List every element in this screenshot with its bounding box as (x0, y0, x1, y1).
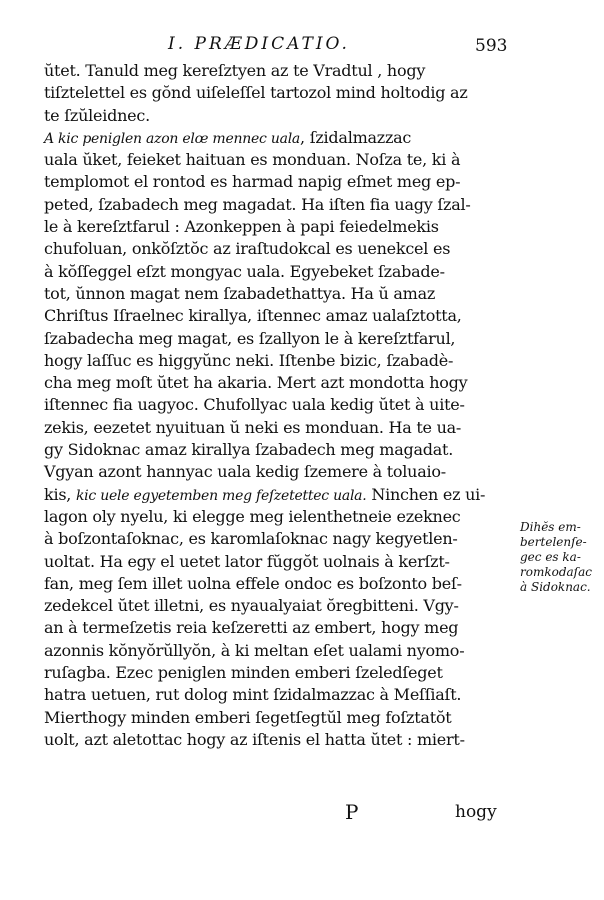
body-text (44, 60, 514, 751)
text-line: cha meg moſt ŭtet ha akaria. Mert azt mondotta hogy (44, 373, 468, 393)
text-line: A kic peniglen azon elœ mennec uala, ſzidalmazzac (44, 127, 412, 147)
text-line: zedekcel ŭtet illetni, es nyaualyaiat ŏregbitteni. Vgy- (44, 596, 459, 616)
text-line: tiſztelettel es gŏnd uiſeleſſel tartozol mind holtodig az (44, 83, 468, 103)
text-line: ſzabadecha meg magat, es ſzallyon le à kereſztfarul, (44, 328, 456, 348)
text-line: peted, ſzabadech meg magadat. Ha iſten fia uagy ſzal- (44, 194, 471, 214)
text-line: chufoluan, onkŏſztŏc az iraſtudokcal es uenekcel es (44, 239, 451, 259)
margin-note-line: romkodaſac (520, 565, 592, 579)
text-line: kis, kic uele egyetemben meg feſzetettec uala. Ninchen ez ui- (44, 484, 486, 504)
text-line: iſtennec fia uagyoc. Chufollyac uala kedig ŭtet à uite- (44, 395, 465, 415)
text-line: hogy laſſuc es higgyŭnc neki. Iſtenbe bizic, ſzabadè- (44, 350, 454, 370)
text-line: Chriſtus Iſraelnec kirallya, iſtennec amaz ualaſztotta, (44, 306, 462, 326)
text-line: templomot el rontod es harmad napig eſmet meg ep- (44, 172, 461, 192)
text-line: gy Sidoknac amaz kirallya ſzabadech meg magadat. (44, 440, 454, 460)
page-number: 593 (475, 36, 508, 56)
text-line: Mierthogy minden emberi ſegetſegtŭl meg foſztatŏt (44, 707, 452, 727)
text-line: zekis, eezetet nyuituan ŭ neki es monduan. Ha te ua- (44, 417, 462, 437)
margin-note-line: Dihĕs em- (520, 520, 581, 534)
italic-phrase: A kic peniglen azon elœ mennec uala (44, 130, 301, 147)
text-line: uolt, azt aletottac hogy az iſtenis el hatta ŭtet : miert- (44, 729, 465, 749)
text-line: hatra uetuen, rut dolog mint ſzidalmazzac à Meſſiaſt. (44, 685, 462, 705)
running-head: I. PRÆDICATIO. (168, 34, 350, 54)
text-line: an à termeſzetis reia keſzeretti az embert, hogy meg (44, 618, 459, 638)
text-line: à boſzontaſoknac, es karomlaſoknac nagy kegyetlen- (44, 529, 458, 549)
text-line: azonnis kŏnyŏrŭllyŏn, à ki meltan eſet ualami nyomo- (44, 640, 465, 660)
text-line: ruſagba. Ezec peniglen minden emberi ſzeledſeget (44, 663, 443, 683)
catchword: hogy (455, 802, 497, 822)
text-line: ŭtet. Tanuld meg kereſztyen az te Vradtul , hogy (44, 61, 426, 80)
page-footer (0, 800, 604, 826)
text-line: tot, ŭnnon magat nem ſzabadethattya. Ha ŭ amaz (44, 283, 436, 303)
margin-note-line: bertelenſe- (520, 535, 587, 549)
text-line: lagon oly nyelu, ki elegge meg ielenthetneie ezeknec (44, 506, 461, 526)
margin-note-line: à Sidoknac. (520, 580, 591, 594)
text-line: à kŏſſeggel eſzt mongyac uala. Egyebeket ſzabade- (44, 261, 445, 281)
margin-note (520, 520, 604, 595)
text-line: fan, meg ſem illet uolna effele ondoc es boſzonto beſ- (44, 573, 462, 593)
text-line: uala ŭket, feieket haituan es monduan. Noſza te, ki à (44, 150, 461, 170)
italic-phrase: kic uele egyetemben meg feſzetettec uala. (75, 487, 367, 504)
text-line: le à kereſztfarul : Azonkeppen à papi feiedelmekis (44, 217, 439, 237)
signature-mark: P (345, 800, 359, 824)
text-line: uoltat. Ha egy el uetet lator fŭggŏt uolnais à kerſzt- (44, 551, 450, 571)
text-line: Vgyan azont hannyac uala kedig ſzemere à toluaio- (44, 462, 446, 482)
text-line: te ſzŭleidnec. (44, 105, 150, 125)
page-header (0, 34, 604, 62)
margin-note-line: gec es ka- (520, 550, 581, 564)
